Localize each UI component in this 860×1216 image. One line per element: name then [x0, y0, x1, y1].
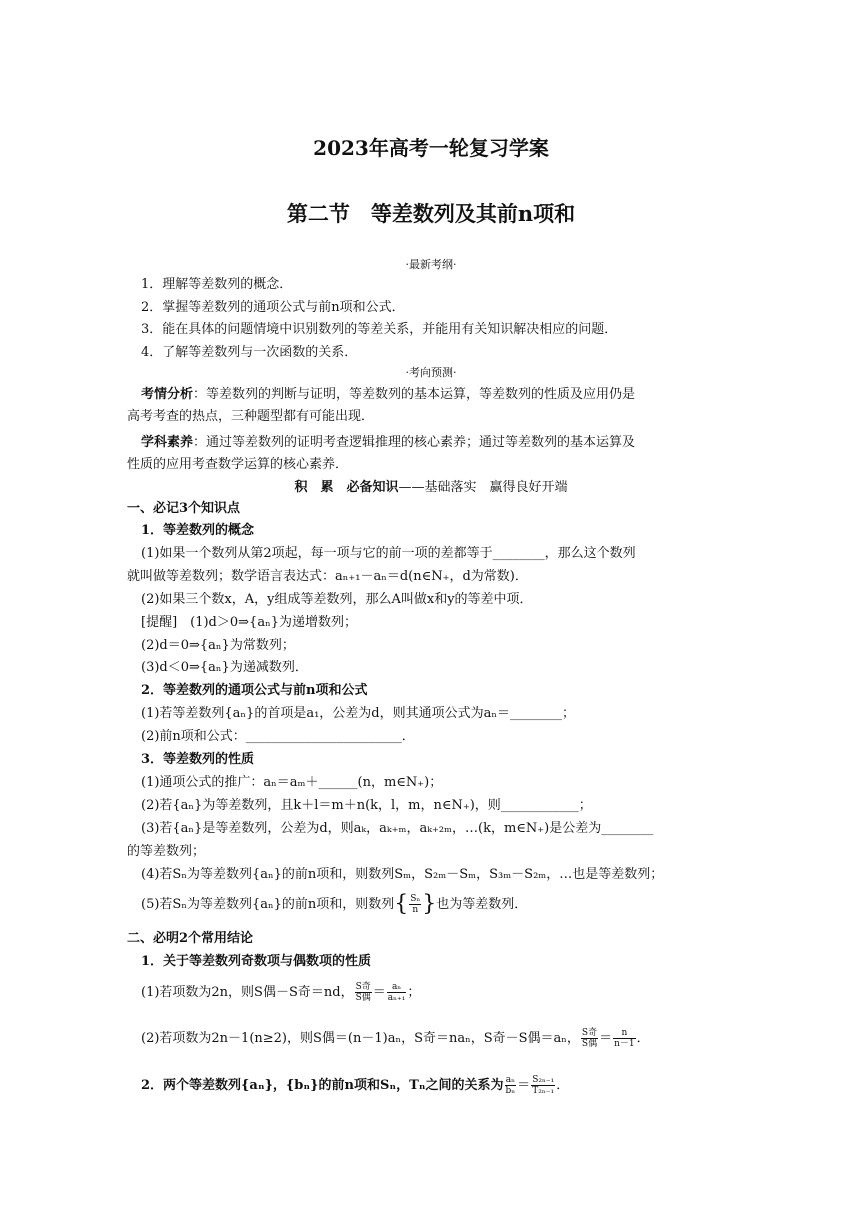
syllabus-item: 1．理解等差数列的概念．: [141, 277, 293, 292]
fraction: $\frac{\text{Sₙ}}{n}$: [410, 894, 421, 915]
c1-line: (1)若项数为2n，则S偶－S奇＝nd， $\frac{\text{S奇}}{\text{S偶}}$ ＝ $\frac{\text{aₙ}}{\text{aₙ₊₁}}$ ；: [141, 982, 421, 1003]
tip-line: [提醒] (1)d＞0⇒{aₙ}为递增数列；: [141, 615, 357, 630]
k3-line: (3)若{aₙ}是等差数列，公差为d，则aₖ，aₖ₊ₘ，aₖ₊₂ₘ，…(k，m∈N₊)是公差为________: [141, 821, 654, 836]
fraction: $\frac{\text{aₙ}}{\text{aₙ₊₁}}$: [387, 982, 406, 1003]
document-title: 2023年高考一轮复习学案: [313, 136, 549, 160]
part1-heading: 一、必记3个知识点: [127, 501, 241, 516]
literacy-line: 学科素养：通过等差数列的证明考查逻辑推理的核心素养；通过等差数列的基本运算及: [141, 435, 636, 450]
k3-line: (2)若{aₙ}为等差数列，且k＋l＝m＋n(k，l，m，n∈N₊)，则____________；: [141, 798, 592, 813]
c2-line: 2．两个等差数列{aₙ}，{bₙ}的前n项和Sₙ，Tₙ之间的关系为 $\frac{\text{aₙ}}{\text{bₙ}}$ ＝ $\frac{\text{S₂ₙ₋₁}}{\text{T₂ₙ₋₁}}$ ．: [141, 1075, 570, 1096]
k2-line: (1)若等差数列{aₙ}的首项是a₁，公差为d，则其通项公式为aₙ＝________；: [141, 706, 575, 721]
k1-line: (2)如果三个数x，A，y组成等差数列，那么A叫做x和y的等差中项．: [141, 592, 533, 607]
k1-line: 就叫做等差数列；数学语言表达式：aₙ₊₁－aₙ＝d(n∈N₊，d为常数)．: [127, 569, 528, 584]
k2-title: 2．等差数列的通项公式与前n项和公式: [141, 683, 368, 698]
k1-line: (1)如果一个数列从第2项起，每一项与它的前一项的差都等于________，那么这个数列: [141, 546, 636, 561]
k3-line: (5)若Sₙ为等差数列{aₙ}的前n项和，则数列{ $\frac{\text{Sₙ}}{n}$ }也为等差数列．: [141, 891, 528, 917]
c1-line: (2)若项数为2n－1(n≥2)，则S偶＝(n－1)aₙ，S奇＝naₙ，S奇－S偶＝aₙ， $\frac{\text{S奇}}{\text{S偶}}$ ＝ $\frac{n}{n-1}$ ．: [141, 1028, 650, 1049]
banner: 积 累 必备知识——基础落实 赢得良好开端: [294, 480, 568, 495]
fraction: $\frac{\text{aₙ}}{\text{bₙ}}$: [505, 1075, 516, 1096]
analysis-label: 考情分析: [141, 387, 194, 402]
fraction: $\frac{\text{S₂ₙ₋₁}}{\text{T₂ₙ₋₁}}$: [532, 1075, 555, 1096]
syllabus-item: 3．能在具体的问题情境中识别数列的等差关系，并能用有关知识解决相应的问题．: [141, 322, 618, 337]
k2-line: (2)前n项和公式：________________________．: [141, 729, 415, 744]
part2-heading: 二、必明2个常用结论: [127, 931, 254, 946]
analysis-line: 考情分析：等差数列的判断与证明，等差数列的基本运算，等差数列的性质及应用仍是: [141, 387, 636, 402]
syllabus-item: 2．掌握等差数列的通项公式与前n项和公式．: [141, 300, 405, 315]
k3-line: (4)若Sₙ为等差数列{aₙ}的前n项和，则数列Sₘ，S₂ₘ－Sₘ，S₃ₘ－S₂ₘ，…也是等差数列；: [141, 867, 664, 882]
fraction: $\frac{n}{n-1}$: [614, 1028, 635, 1049]
literacy-label: 学科素养: [141, 435, 194, 450]
tip-line: (2)d＝0⇒{aₙ}为常数列；: [141, 638, 295, 653]
analysis-line: 高考考查的热点，三种题型都有可能出现．: [127, 409, 375, 424]
tip-line: (3)d＜0⇒{aₙ}为递减数列．: [141, 660, 308, 675]
syllabus-item: 4．了解等差数列与一次函数的关系．: [141, 345, 358, 360]
fraction: $\frac{\text{S奇}}{\text{S偶}}$: [355, 982, 371, 1003]
k3-line: (1)通项公式的推广：aₙ＝aₘ＋______(n，m∈N₊)；: [141, 775, 443, 790]
section-title: 第二节 等差数列及其前n项和: [286, 201, 576, 226]
fraction: $\frac{\text{S奇}}{\text{S偶}}$: [581, 1028, 598, 1049]
k3-line: 的等差数列；: [127, 844, 206, 859]
literacy-line: 性质的应用考查数学运算的核心素养．: [127, 457, 349, 472]
syllabus-heading: ·最新考纲·: [405, 258, 457, 271]
k3-title: 3．等差数列的性质: [141, 752, 255, 767]
k1-title: 1．等差数列的概念: [141, 523, 255, 538]
c1-title: 1．关于等差数列奇数项与偶数项的性质: [141, 954, 372, 969]
forecast-heading: ·考向预测·: [405, 366, 457, 379]
